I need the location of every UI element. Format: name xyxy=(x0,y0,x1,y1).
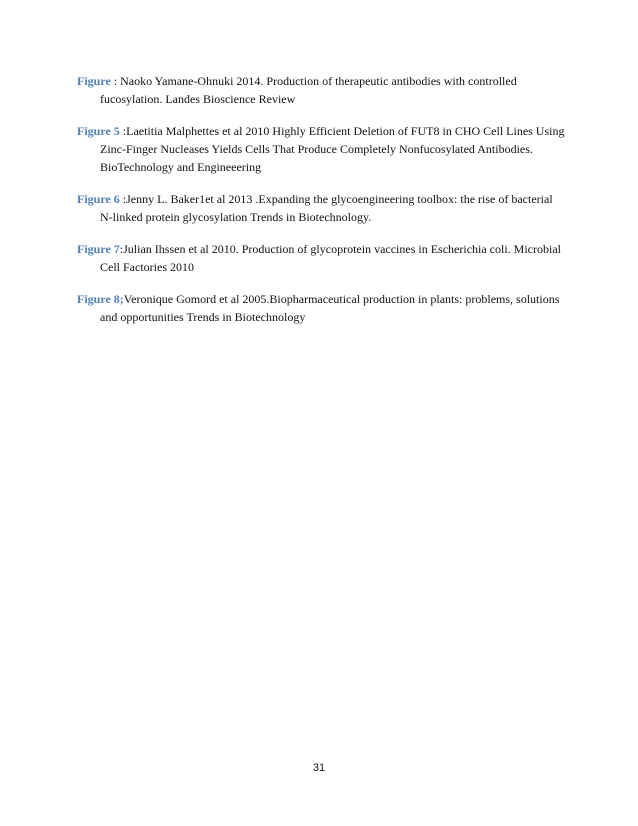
figure-label: Figure 6 xyxy=(77,192,123,206)
reference-entry xyxy=(77,290,567,326)
reference-text: Veronique Gomord et al 2005.Biopharmaceutical production in plants: problems, solutions and opportunities Trends in Biotechnology xyxy=(100,292,560,324)
figure-label: Figure 8; xyxy=(77,292,124,306)
reference-entry xyxy=(77,190,567,226)
reference-text: :Jenny L. Baker1et al 2013 .Expanding the glycoengineering toolbox: the rise of bacterial N-linked protein glycosylation Trends in Biotechnology. xyxy=(100,192,553,224)
figure-references-list xyxy=(77,72,567,340)
figure-label: Figure 5 xyxy=(77,124,123,138)
reference-text: : Naoko Yamane-Ohnuki 2014. Production of therapeutic antibodies with controlled fucosylation. Landes Bioscience Review xyxy=(100,74,517,106)
figure-label: Figure xyxy=(77,74,114,88)
reference-entry xyxy=(77,72,567,108)
reference-text: :Laetitia Malphettes et al 2010 Highly Efficient Deletion of FUT8 in CHO Cell Lines Using Zinc-Finger Nucleases Yields Cells That Produce Completely Nonfucosylated Antibodies. BioTechnology and Engineeering xyxy=(100,124,565,174)
figure-label: Figure 7 xyxy=(77,242,120,256)
reference-text: :Julian Ihssen et al 2010. Production of glycoprotein vaccines in Escherichia coli. Microbial Cell Factories 2010 xyxy=(100,242,561,274)
page-number: 31 xyxy=(312,762,326,774)
reference-entry xyxy=(77,122,567,176)
reference-entry xyxy=(77,240,567,276)
